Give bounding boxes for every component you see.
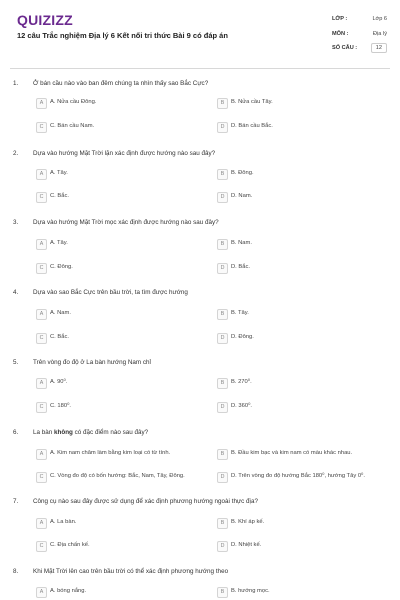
option-letter-box: A [36,378,47,389]
option-text: D. Nhiệt kế. [231,542,262,548]
option-text: B. 270⁰. [231,379,252,385]
question-number: 8. [13,568,19,575]
option-text: B. Tây. [231,310,249,316]
option-letter-box: D [217,402,228,413]
option-letter-box: B [217,309,228,320]
option-text: C. Bắc. [50,193,70,199]
option-letter-box: A [36,98,47,109]
option-text: C. Bán cầu Nam. [50,123,95,129]
option-letter-box: A [36,239,47,250]
question-text-pre: La bàn [33,429,55,436]
option-letter-box: C [36,122,47,133]
option-letter-box: B [217,587,228,598]
question-text: Công cụ nào sau đây được sử dụng để xác định phương hướng ngoài thực địa? [33,498,258,505]
quizizz-logo: QUIZIZZ [17,12,73,28]
option-text: A. Nam. [50,310,71,316]
option-letter-box: C [36,333,47,344]
option-text: C. Bắc. [50,334,70,340]
question-number: 3. [13,219,19,226]
meta-count-label: SỐ CÂU : [332,45,358,51]
option-letter-box: D [217,333,228,344]
option-letter-box: D [217,541,228,552]
question-number: 5. [13,359,19,366]
option-text: C. 180⁰. [50,403,72,409]
meta-subject-label: MÔN : [332,31,349,37]
option-text: C. Địa chấn kế. [50,542,90,548]
option-text: A. Tây. [50,240,68,246]
option-text: B. Khí áp kế. [231,519,265,525]
meta-count [332,45,387,57]
option-letter-box: A [36,518,47,529]
option-text: A. Tây. [50,170,68,176]
option-text: C. Đông. [50,264,73,270]
option-text: D. Trên vòng đo độ hướng Bắc 180⁰, hướng Tây 0⁰. [231,473,365,479]
question-number: 6. [13,429,19,436]
option-text: D. Bán cầu Bắc. [231,123,273,129]
question-text: Dựa vào hướng Mặt Trời mọc xác định được hướng nào sau đây? [33,219,219,226]
option-text: A. Nửa cầu Đông. [50,99,97,105]
option-text: D. Đông. [231,334,254,340]
question-text: Khi Mặt Trời lên cao trên bầu trời có thể xác định phương hướng theo [33,568,229,575]
option-text: B. hướng mọc. [231,588,270,594]
meta-subject-value: Địa lý [373,31,387,37]
option-letter-box: C [36,402,47,413]
option-letter-box: D [217,263,228,274]
option-text: D. Nam. [231,193,253,199]
question-number: 2. [13,150,19,157]
option-text: B. Nửa cầu Tây. [231,99,273,105]
question-number: 7. [13,498,19,505]
option-text: D. Bắc. [231,264,251,270]
option-text: B. Đầu kim bạc và kim nam có màu khác nhau. [231,450,353,456]
question-number: 4. [13,289,19,296]
option-letter-box: A [36,587,47,598]
question-text: Trên vòng đo độ ở La bàn hướng Nam chỉ [33,359,151,366]
meta-count-value: 12 [371,43,387,53]
option-letter-box: B [217,518,228,529]
question-text [33,429,148,436]
document-title: 12 câu Trắc nghiệm Địa lý 6 Kết nối tri thức Bài 9 có đáp án [17,31,228,40]
option-text: A. La bàn. [50,519,77,525]
option-letter-box: B [217,239,228,250]
option-letter-box: D [217,192,228,203]
option-letter-box: C [36,263,47,274]
question-text: Dựa vào hướng Mặt Trời lặn xác định được hướng nào sau đây? [33,150,216,157]
option-letter-box: D [217,472,228,483]
option-letter-box: C [36,541,47,552]
option-letter-box: A [36,309,47,320]
meta-subject [332,31,387,41]
question-text-emphasis: không [54,429,73,436]
option-text: C. Vòng đo độ có bốn hướng: Bắc, Nam, Tây, Đông. [50,473,185,479]
meta-grade [332,16,387,26]
option-text: B. Nam. [231,240,252,246]
option-text: A. Kim nam châm làm bằng kim loại có từ tính. [50,450,171,456]
option-letter-box: B [217,98,228,109]
question-text: Ở bán cầu nào vào ban đêm chúng ta nhìn thấy sao Bắc Cực? [33,80,209,87]
option-text: A. 90⁰. [50,379,68,385]
option-letter-box: A [36,169,47,180]
question-number: 1. [13,80,19,87]
meta-grade-label: LỚP : [332,16,348,22]
option-text: D. 360⁰. [231,403,253,409]
option-text: B. Đông. [231,170,254,176]
option-letter-box: A [36,449,47,460]
question-text: Dựa vào sao Bắc Cực trên bầu trời, ta tìm được hướng [33,289,188,296]
option-letter-box: B [217,449,228,460]
meta-grade-value: Lớp 6 [372,16,387,22]
option-letter-box: D [217,122,228,133]
option-letter-box: B [217,169,228,180]
option-letter-box: C [36,472,47,483]
option-text: A. bóng nắng. [50,588,87,594]
option-letter-box: C [36,192,47,203]
header-divider [10,68,390,69]
option-letter-box: B [217,378,228,389]
question-text-post: có đặc điểm nào sau đây? [72,429,149,436]
worksheet-header [0,0,400,68]
